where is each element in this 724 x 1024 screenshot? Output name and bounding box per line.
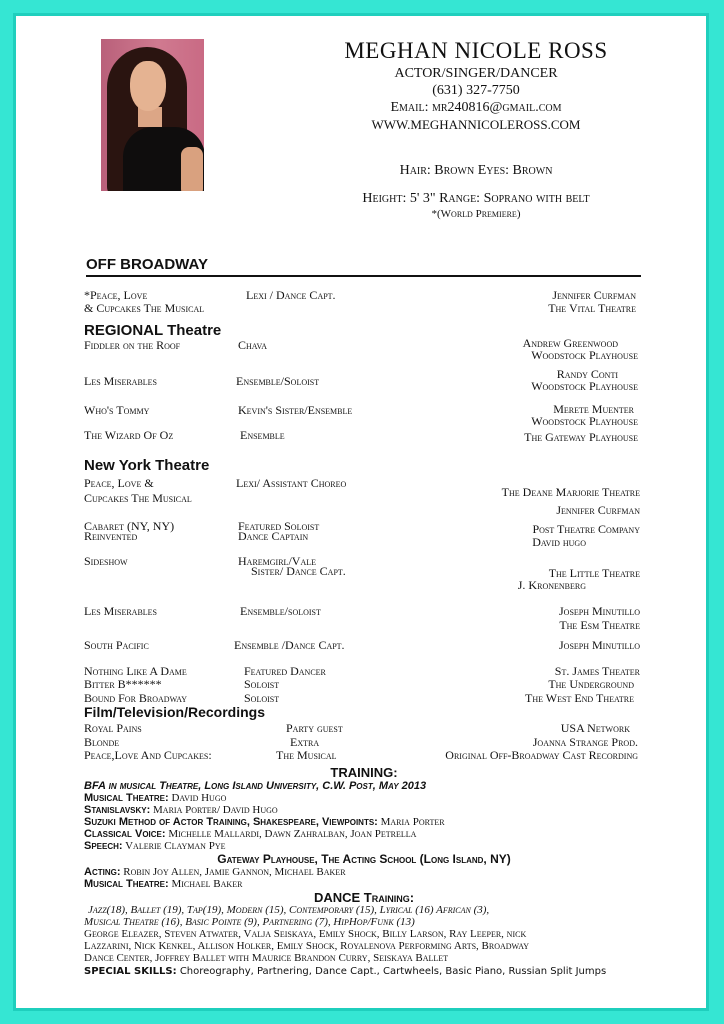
section-heading-training: TRAINING: [330, 765, 398, 780]
dance-teachers: George Eleazer, Steven Atwater, Valja Seiskaya, Emily Shock, Billy Larson, Ray Leeper, nick [84, 928, 527, 940]
credit-role: Ensemble [240, 428, 285, 442]
credit-venue: Post Theatre Company [532, 522, 640, 536]
dance-styles: Musical Theatre (16), Basic Pointe (9), Partnering (7), HipHop/Funk (13) [84, 916, 415, 928]
special-skills-text: Choreography, Partnering, Dance Capt., Cartwheels, Basic Piano, Russian Split Jumps [176, 966, 607, 977]
credit-director: Andrew Greenwood [522, 336, 618, 350]
credit-role: Party guest [286, 721, 343, 735]
divider [86, 275, 641, 277]
credit-director: Jennifer Curfman [556, 503, 640, 517]
credit-venue: The Esm Theatre [559, 618, 640, 632]
credit-role: Ensemble /Dance Capt. [234, 638, 345, 652]
credit-show: The Wizard Of Oz [84, 428, 174, 442]
credit-venue: Original Off-Broadway Cast Recording [445, 748, 638, 762]
world-premiere-note: *(World Premiere) [431, 208, 521, 220]
credit-show: Royal Pains [84, 721, 142, 735]
credit-venue: Woodstock Playhouse [531, 414, 638, 428]
credit-role: Lexi / Dance Capt. [246, 288, 336, 302]
training-text: David Hugo [168, 792, 227, 804]
credit-director: David hugo [532, 535, 586, 549]
credit-role: Kevin's Sister/Ensemble [238, 403, 353, 417]
credit-role: The Musical [276, 748, 337, 762]
actor-title: ACTOR/SINGER/DANCER [394, 66, 558, 81]
credit-director: Merete Muenter [553, 402, 634, 416]
credit-show: Fiddler on the Roof [84, 338, 181, 352]
credit-role: Haremgirl/Vale [238, 554, 316, 568]
credit-role: Featured Soloist [238, 519, 320, 533]
training-label: Stanislavsky: [84, 804, 151, 816]
credit-show: Les Miserables [84, 374, 158, 388]
section-heading-new-york: New York Theatre [84, 457, 210, 474]
training-label: Speech: [84, 840, 123, 852]
credit-role: Chava [238, 338, 268, 352]
section-heading-film: Film/Television/Recordings [84, 704, 266, 720]
credit-role: Lexi/ Assistant Choreo [236, 476, 347, 490]
dance-teachers: Lazzarini, Nick Kenkel, Allison Holker, Emily Shock, Royalenova Performing Arts, Broadway [84, 940, 530, 952]
training-text: Valerie Clayman Pye [122, 840, 226, 852]
gateway-heading: Gateway Playhouse, The Acting School (Long Island, NY) [217, 852, 511, 866]
training-text: Maria Porter [377, 816, 445, 828]
training-line [84, 816, 445, 828]
credit-show: Peace, Love & [84, 476, 154, 490]
credit-venue: Joanna Strange Prod. [532, 735, 638, 749]
credit-venue: St. James Theater [554, 664, 640, 678]
credit-venue: Woodstock Playhouse [531, 348, 638, 362]
credit-director: Jennifer Curfman [552, 288, 636, 302]
height-range: Height: 5' 3" Range: Soprano with belt [362, 191, 590, 206]
credit-show: Sideshow [84, 554, 128, 568]
credit-venue: USA Network [560, 721, 630, 735]
credit-role: Sister/ Dance Capt. [251, 564, 346, 578]
training-line [84, 828, 416, 840]
hair-eyes: Hair: Brown Eyes: Brown [399, 163, 553, 178]
training-label: Classical Voice: [84, 828, 166, 840]
credit-show: *Peace, Love [84, 288, 148, 302]
credit-venue: The Deane Marjorie Theatre [501, 485, 640, 499]
website: WWW.MEGHANNICOLEROSS.COM [371, 117, 581, 132]
section-heading-regional: REGIONAL Theatre [84, 322, 222, 339]
credit-venue: The Gateway Playhouse [524, 430, 638, 444]
section-heading-dance: DANCE Training: [313, 890, 415, 905]
training-text: Michelle Mallardi, Dawn Zahralban, Joan Petrella [165, 828, 417, 840]
credit-role: Soloist [244, 691, 280, 705]
credit-role: Ensemble/soloist [240, 604, 321, 618]
training-label: Musical Theatre: [84, 792, 169, 804]
credit-show: Blonde [84, 735, 120, 749]
credit-venue: The Vital Theatre [548, 301, 636, 315]
email: Email: mr240816@gmail.com [390, 100, 562, 115]
credit-venue: The West End Theatre [525, 691, 634, 705]
credit-show: Bitter B****** [84, 677, 162, 691]
training-line [84, 804, 278, 816]
training-label: Suzuki Method of Actor Training, Shakespeare, Viewpoints: [84, 816, 378, 828]
dance-styles: Jazz(18), Ballet (19), Tap(19), Modern (15), Contemporary (15), Lyrical (16) African (3), [88, 904, 490, 916]
credit-director: Joseph Minutillo [559, 638, 640, 652]
credit-show: Nothing Like A Dame [84, 664, 187, 678]
headshot-photo [101, 39, 204, 191]
training-line [84, 792, 226, 804]
credit-role: Soloist [244, 677, 280, 691]
credit-role: Ensemble/Soloist [236, 374, 320, 388]
credit-venue: The Little Theatre [548, 566, 640, 580]
credit-show: Reinvented [84, 529, 138, 543]
training-line [84, 878, 242, 890]
training-label: Musical Theatre: [84, 878, 169, 890]
credit-show: & Cupcakes The Musical [84, 301, 205, 315]
credit-show: Who's Tommy [84, 403, 150, 417]
credit-show: Peace,Love And Cupcakes: [84, 748, 212, 762]
credit-show: Cabaret (NY, NY) [84, 519, 175, 533]
training-text: Robin Joy Allen, Jamie Gannon, Michael Baker [120, 866, 346, 878]
degree: BFA in musical Theatre, Long Island University, C.W. Post, May 2013 [84, 780, 427, 792]
training-line [84, 840, 226, 852]
credit-show: Les Miserables [84, 604, 158, 618]
training-text: Michael Baker [168, 878, 243, 890]
dance-teachers: Dance Center, Joffrey Ballet with Maurice Brandon Curry, Seiskaya Ballet [84, 952, 449, 964]
credit-director: J. Kronenberg [517, 578, 586, 592]
training-label: Acting: [84, 866, 121, 878]
credit-role: Dance Captain [238, 529, 309, 543]
credit-director: Randy Conti [556, 367, 618, 381]
section-heading-off-broadway: OFF BROADWAY [86, 256, 208, 273]
credit-venue: Woodstock Playhouse [531, 379, 638, 393]
actor-name: MEGHAN NICOLE ROSS [344, 38, 608, 63]
training-line [84, 866, 346, 878]
special-skills [84, 966, 606, 978]
special-skills-label: SPECIAL SKILLS: [84, 966, 177, 977]
credit-venue: The Underground [548, 677, 634, 691]
credit-role: Extra [290, 735, 320, 749]
credit-show: South Pacific [84, 638, 149, 652]
credit-director: Joseph Minutillo [559, 604, 640, 618]
credit-role: Featured Dancer [244, 664, 326, 678]
credit-show: Bound For Broadway [84, 691, 188, 705]
training-text: Maria Porter/ David Hugo [150, 804, 278, 816]
credit-show: Cupcakes The Musical [84, 491, 192, 505]
resume-page [13, 13, 709, 1011]
phone: (631) 327-7750 [432, 83, 520, 98]
